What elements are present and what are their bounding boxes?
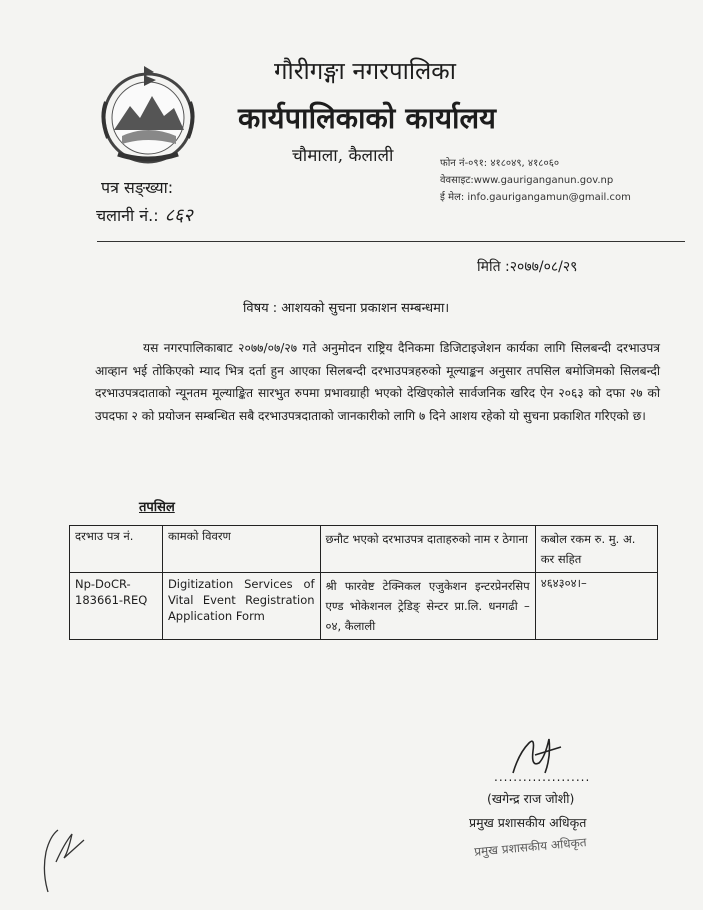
government-emblem-icon — [92, 58, 204, 170]
contact-website: वेवसाइट:www.gauriganganun.gov.np — [440, 175, 614, 186]
letter-body — [95, 337, 660, 427]
contact-block — [440, 155, 631, 206]
official-stamp: प्रमुख प्रशासकीय अधिकृत — [473, 835, 588, 859]
letter-subject: विषय : आशयको सुचना प्रकाशन सम्बन्धमा। — [243, 301, 450, 316]
header-bid-no: दरभाउ पत्र नं. — [70, 526, 163, 573]
cell-description: Digitization Services of Vital Event Registration Application Form — [162, 573, 320, 640]
municipality-name: गौरीगङ्गा नगरपालिका — [274, 57, 456, 85]
cell-amount: ४६४३०४।– — [535, 573, 657, 640]
details-heading: तपसिल — [139, 500, 175, 515]
dispatch-number-value: ८६२ — [164, 205, 193, 226]
contact-phone: फोन नं-०९१: ४१८०४९, ४१८०६० — [440, 158, 560, 169]
signatory-designation: प्रमुख प्रशासकीय अधिकृत — [469, 815, 587, 830]
dispatch-number-label: चलानी नं.: — [96, 206, 159, 225]
ref-number-label: पत्र सङ्ख्या: — [101, 178, 174, 197]
cell-bid-no: Np-DoCR-183661-REQ — [70, 573, 163, 640]
office-address: चौमाला, कैलाली — [292, 146, 394, 166]
table-header-row — [70, 526, 658, 573]
header-amount: कबोल रकम रु. मु. अ. कर सहित — [535, 526, 657, 573]
body-paragraph: यस नगरपालिकाबाट २०७७/०७/२७ गते अनुमोदन राष्ट्रिय दैनिकमा डिजिटाइजेशन कार्यका लागि सिलबन्दी दरभाउपत्र आव्हान भई तोकिएको म्याद भित्र दर्ता हुन आएका सिलबन्दी दरभाउपत्रहरुको मूल्याङ्कन अनुसार तपसिल बमोजिमको सिलबन्दी दरभाउपत्रदाताको न्यूनतम मूल्याङ्कित सारभुत रुपमा प्रभावग्राही भएको देखिएकोले सार्वजनिक खरिद ऐन २०६३ को दफा २७ को उपदफा २ को प्रयोजन सम्बन्धित सबै दरभाउपत्रदाताको जानकारीको लागि ७ दिने आशय रहेको यो सुचना प्रकाशित गरिएको छ। — [95, 341, 660, 423]
header-bidder: छनौट भएको दरभाउपत्र दाताहरुको नाम र ठेगाना — [320, 526, 535, 573]
letter-date: मिति :२०७७/०८/२९ — [477, 259, 578, 275]
header-description: कामको विवरण — [162, 526, 320, 573]
initial-mark-icon — [38, 822, 88, 897]
signature-line: .................... — [494, 770, 591, 784]
signatory-name: (खगेन्द्र राज जोशी) — [487, 791, 575, 806]
header-divider — [97, 241, 685, 242]
office-name: कार्यपालिकाको कार्यालय — [237, 101, 497, 135]
bid-table — [69, 525, 658, 640]
contact-email: ई मेल: info.gaurigangamun@gmail.com — [440, 192, 631, 203]
table-row — [70, 573, 658, 640]
dispatch-number-line — [96, 203, 193, 227]
cell-bidder: श्री फारवेष्ट टेक्निकल एजुकेशन इन्टरप्रेनरसिप एण्ड भोकेशनल ट्रेडिङ् सेन्टर प्रा.लि. धनगढी – ०४, कैलाली — [320, 573, 535, 640]
